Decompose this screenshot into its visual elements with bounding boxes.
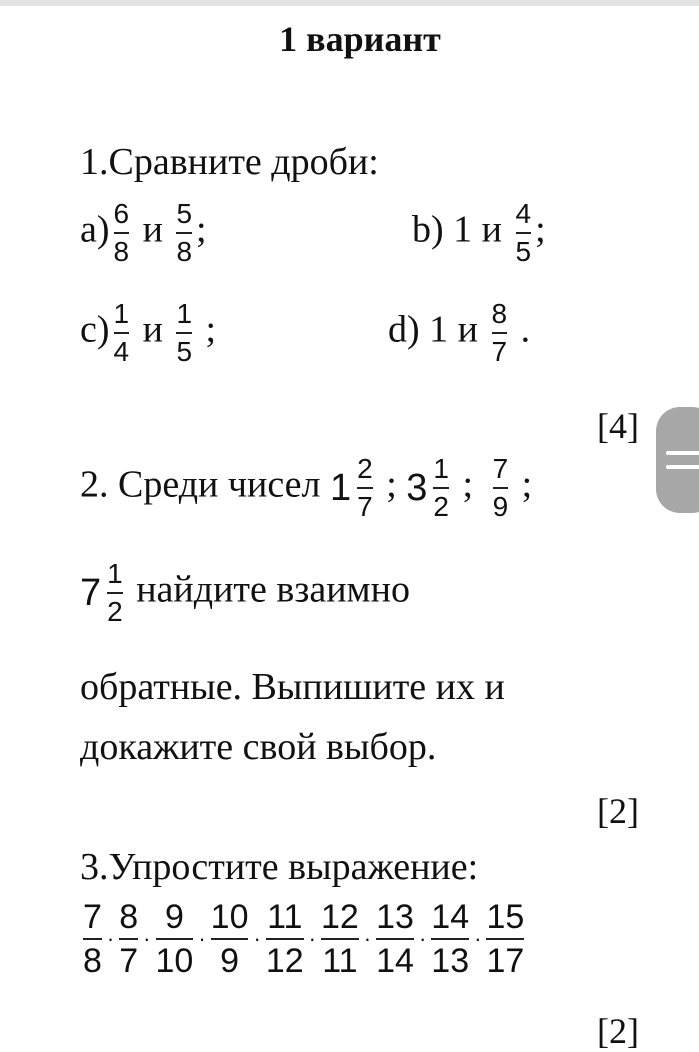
- numerator: 13: [376, 898, 414, 936]
- task2-line4: докажите свой выбор.: [80, 726, 437, 768]
- numerator: 5: [176, 198, 193, 229]
- task2-lead: 2. Среди чисел: [80, 463, 321, 506]
- fraction: [357, 455, 373, 521]
- and-word: и: [457, 308, 478, 351]
- whole-part: 7: [80, 571, 102, 614]
- denominator: 9: [220, 942, 240, 980]
- multiply-dot: ·: [308, 926, 316, 951]
- numerator: 2: [357, 453, 373, 484]
- task2-line1: [80, 455, 532, 521]
- numerator: 10: [210, 898, 249, 936]
- denominator: 2: [107, 596, 123, 627]
- numerator: 1: [176, 298, 193, 329]
- product-fraction: [266, 900, 304, 978]
- multiply-dot: ·: [198, 926, 206, 951]
- task2-line3: обратные. Выпишите их и: [80, 666, 505, 708]
- product-fraction: [156, 900, 194, 978]
- product-fraction: [376, 900, 414, 978]
- denominator: 17: [486, 942, 525, 980]
- numerator: 8: [491, 298, 508, 329]
- task1-item-a: [80, 200, 207, 266]
- item-d-label: d) 1: [388, 308, 449, 351]
- numerator: 1: [107, 558, 123, 589]
- multiply-dot: ·: [143, 926, 151, 951]
- task1-item-b: [412, 200, 546, 266]
- product-fraction: [211, 900, 249, 978]
- numerator: 4: [515, 198, 532, 229]
- and-word: и: [142, 208, 163, 251]
- period: .: [520, 308, 531, 351]
- semicolon: ;: [535, 208, 546, 251]
- denominator: 5: [176, 336, 193, 367]
- task3-heading: 3.Упростите выражение:: [80, 846, 479, 888]
- product-fraction: [119, 900, 138, 978]
- whole-part: 3: [406, 466, 428, 509]
- fraction: [114, 300, 130, 366]
- top-bar: [0, 0, 699, 6]
- fraction: [433, 455, 449, 521]
- whole-part: 1: [330, 466, 352, 509]
- fraction-product: [80, 900, 527, 978]
- page-title: 1 вариант: [279, 19, 441, 59]
- task2-line2: [80, 560, 410, 626]
- denominator: 14: [376, 942, 414, 980]
- task3-score: [2]: [597, 1011, 639, 1051]
- denominator: 8: [83, 942, 102, 980]
- multiply-dot: ·: [363, 926, 372, 951]
- mixed-number: [330, 455, 377, 521]
- task1-heading: 1.Сравните дроби:: [80, 141, 379, 183]
- numerator: 11: [267, 898, 303, 936]
- item-a-label: a): [80, 208, 110, 251]
- task1-item-c: [80, 300, 216, 366]
- numerator: 6: [113, 198, 130, 229]
- multiply-dot: ·: [474, 926, 482, 951]
- numerator: 1: [433, 453, 449, 484]
- product-fraction: [486, 900, 524, 978]
- semicolon: ;: [521, 463, 533, 506]
- denominator: 5: [515, 236, 532, 267]
- product-fraction: [321, 900, 359, 978]
- semicolon: ;: [205, 308, 217, 351]
- item-b-label: b) 1: [412, 208, 473, 251]
- denominator: 7: [119, 942, 139, 980]
- fraction: [493, 455, 509, 521]
- numerator: 7: [83, 898, 102, 936]
- denominator: 2: [433, 491, 449, 522]
- task2-text: найдите взаимно: [136, 568, 410, 611]
- denominator: 9: [492, 491, 509, 522]
- fraction: [107, 560, 123, 626]
- semicolon: ;: [386, 463, 397, 506]
- numerator: 12: [320, 898, 359, 936]
- denominator: 12: [265, 942, 304, 980]
- multiply-dot: ·: [253, 926, 261, 951]
- side-panel-handle[interactable]: [656, 407, 699, 513]
- numerator: 1: [113, 298, 130, 329]
- task2-score: [2]: [597, 791, 639, 831]
- denominator: 7: [491, 336, 508, 367]
- numerator: 8: [119, 898, 139, 936]
- mixed-number: [406, 455, 453, 521]
- fraction: [516, 200, 532, 266]
- denominator: 8: [113, 236, 130, 267]
- task1-score: [4]: [597, 406, 639, 446]
- numerator: 9: [164, 898, 184, 936]
- and-word: и: [142, 308, 163, 351]
- fraction: [176, 200, 192, 266]
- task1-item-d: [388, 300, 530, 366]
- semicolon: ;: [196, 208, 207, 251]
- multiply-dot: ·: [418, 926, 427, 951]
- denominator: 10: [155, 942, 194, 980]
- semicolon: ;: [462, 463, 474, 506]
- denominator: 13: [431, 942, 470, 980]
- item-c-label: c): [80, 308, 110, 351]
- denominator: 11: [322, 942, 358, 980]
- fraction: [176, 300, 192, 366]
- fraction: [114, 200, 130, 266]
- denominator: 8: [176, 236, 193, 267]
- mixed-number: [80, 560, 127, 626]
- product-fraction: [431, 900, 469, 978]
- and-word: и: [481, 208, 502, 251]
- product-fraction: [83, 900, 102, 978]
- numerator: 14: [431, 898, 470, 936]
- fraction: [492, 300, 508, 366]
- denominator: 4: [113, 336, 130, 367]
- multiply-dot: ·: [106, 926, 115, 951]
- denominator: 7: [357, 491, 373, 522]
- numerator: 15: [486, 898, 525, 936]
- numerator: 7: [492, 453, 509, 484]
